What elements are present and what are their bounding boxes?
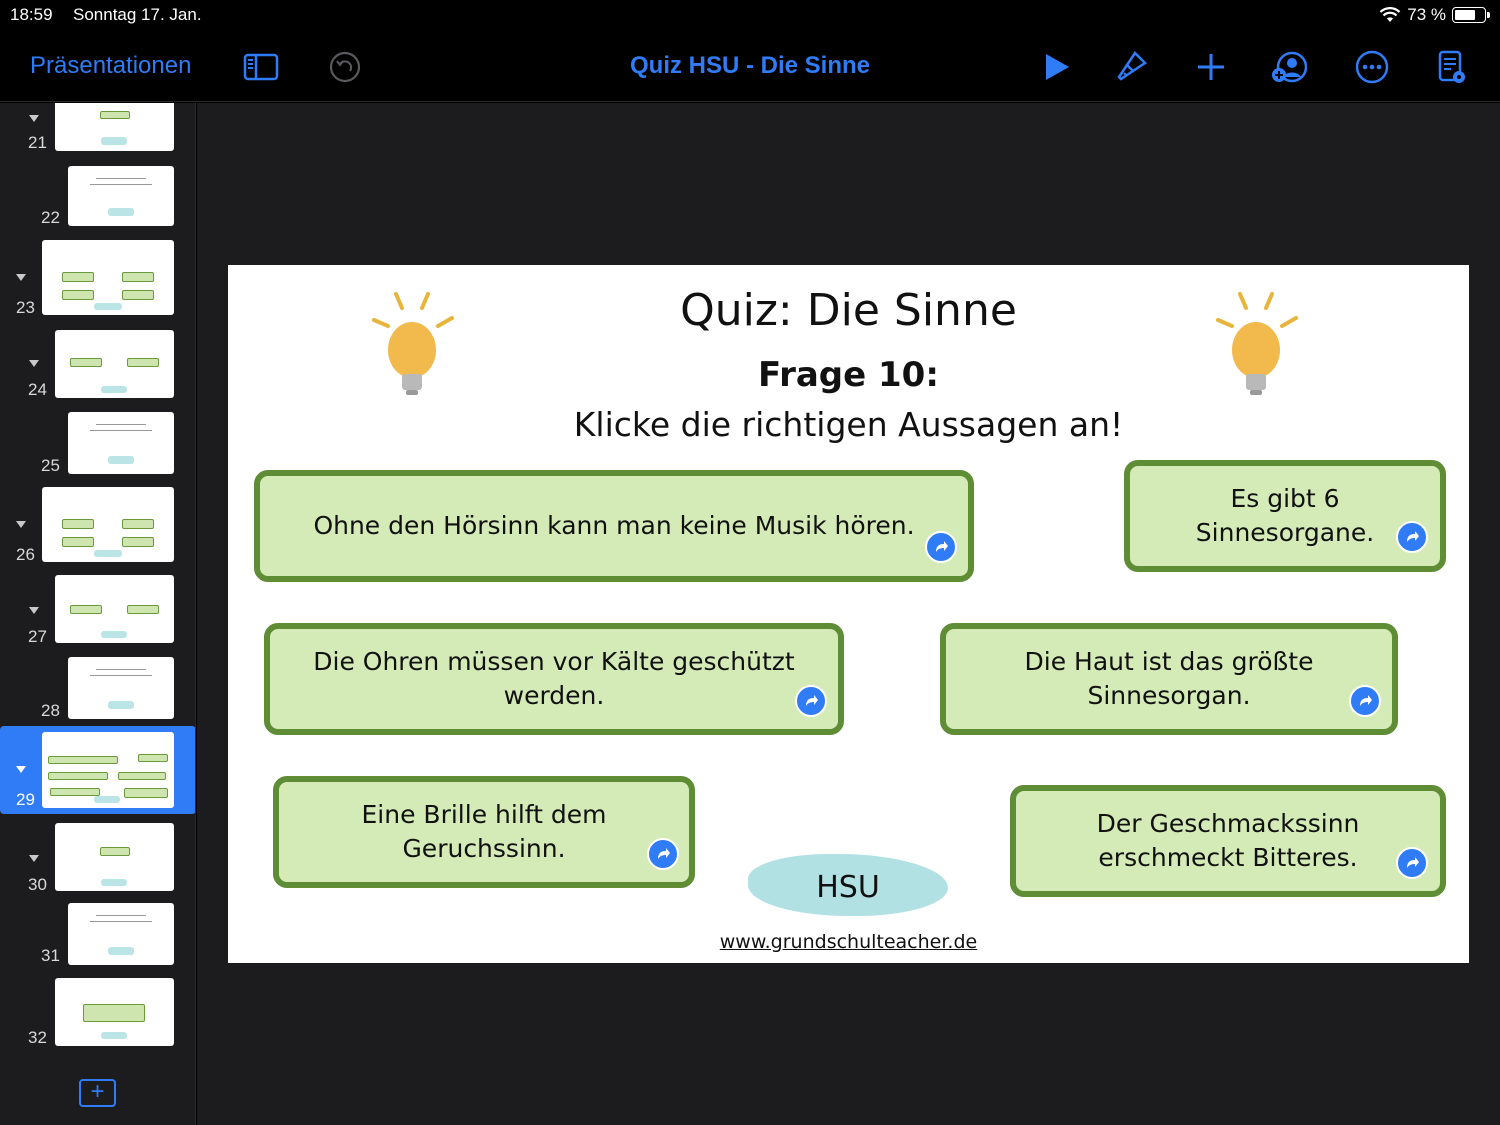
slide-question-number: Frage 10: [758, 355, 939, 395]
link-icon[interactable] [1396, 521, 1428, 553]
slide-preview [55, 575, 174, 643]
status-bar [0, 0, 1500, 30]
slide-thumbnail-30[interactable] [0, 821, 196, 893]
slide-preview [42, 240, 174, 315]
slide-thumbnail-23[interactable] [0, 238, 196, 318]
slide-navigator[interactable] [0, 103, 196, 1125]
answer-text: Es gibt 6 Sinnesorgane. [1195, 484, 1375, 547]
slide-instruction: Klicke die richtigen Aussagen an! [573, 405, 1124, 444]
lightbulb-icon [366, 290, 466, 400]
link-icon[interactable] [1349, 685, 1381, 717]
slide-thumbnail-25[interactable] [0, 410, 196, 480]
answer-option-4[interactable] [940, 623, 1398, 735]
slide-preview [42, 732, 174, 808]
slide-title: Quiz: Die Sinne [680, 285, 1017, 336]
status-date: Sonntag 17. Jan. [73, 5, 202, 24]
answer-text: Die Haut ist das größte Sinnesorgan. [1024, 647, 1314, 710]
slide-number: 24 [28, 380, 47, 399]
slide-thumbnail-32[interactable] [0, 976, 196, 1048]
disclosure-triangle-icon[interactable] [16, 766, 26, 773]
status-indicators [1379, 5, 1486, 25]
answer-option-5[interactable] [273, 776, 695, 888]
document-icon[interactable] [1431, 47, 1471, 87]
answer-text: Eine Brille hilft dem Geruchssinn. [361, 800, 607, 863]
slide-preview [42, 487, 174, 562]
slide-thumbnail-27[interactable] [0, 573, 196, 645]
slide-thumbnail-26[interactable] [0, 485, 196, 565]
slide-preview [68, 903, 174, 965]
slide-number: 28 [41, 701, 60, 720]
document-title[interactable]: Quiz HSU - Die Sinne [629, 52, 871, 79]
slide-thumbnail-21[interactable] [0, 103, 196, 158]
slide-preview [68, 166, 174, 226]
slide-preview [55, 330, 174, 398]
battery-icon [1452, 7, 1486, 23]
add-slide-button[interactable]: + [79, 1079, 116, 1107]
slide-number: 32 [28, 1028, 47, 1047]
more-icon[interactable] [1352, 47, 1392, 87]
slide-thumbnail-22[interactable] [0, 163, 196, 228]
slide-thumbnail-31[interactable] [0, 903, 196, 968]
answer-text: Die Ohren müssen vor Kälte geschützt werden. [313, 647, 795, 710]
answer-option-2[interactable] [1124, 460, 1446, 572]
format-brush-icon[interactable] [1111, 47, 1151, 87]
slide-number: 25 [41, 456, 60, 475]
slide-preview [55, 103, 174, 151]
slide-preview [68, 412, 174, 474]
subject-label: HSU [816, 870, 880, 905]
slide-preview [55, 978, 174, 1046]
disclosure-triangle-icon[interactable] [16, 521, 26, 528]
answer-text: Der Geschmackssinn erschmeckt Bitteres. [1096, 809, 1360, 872]
disclosure-triangle-icon[interactable] [29, 115, 39, 122]
slide-number: 30 [28, 875, 47, 894]
toolbar [0, 30, 1500, 102]
disclosure-triangle-icon[interactable] [29, 607, 39, 614]
website-link[interactable]: www.grundschulteacher.de [719, 931, 978, 953]
disclosure-triangle-icon[interactable] [29, 360, 39, 367]
answer-text: Ohne den Hörsinn kann man keine Musik hören. [313, 511, 915, 540]
wifi-icon [1379, 7, 1401, 23]
answer-option-1[interactable] [254, 470, 974, 582]
slide-number: 21 [28, 133, 47, 152]
link-icon[interactable] [795, 685, 827, 717]
disclosure-triangle-icon[interactable] [16, 274, 26, 281]
slide-number: 27 [28, 627, 47, 646]
answer-option-3[interactable] [264, 623, 844, 735]
slide-thumbnail-29[interactable] [0, 726, 196, 814]
undo-icon[interactable] [325, 47, 365, 87]
link-icon[interactable] [925, 531, 957, 563]
play-icon[interactable] [1036, 47, 1076, 87]
link-icon[interactable] [1396, 847, 1428, 879]
slide-thumbnail-24[interactable] [0, 328, 196, 400]
answer-option-6[interactable] [1010, 785, 1446, 897]
disclosure-triangle-icon[interactable] [29, 855, 39, 862]
collaborate-icon[interactable] [1269, 47, 1309, 87]
subject-badge [748, 850, 948, 920]
lightbulb-icon [1210, 290, 1310, 400]
slide-preview [68, 657, 174, 719]
battery-fill [1455, 10, 1475, 20]
slide-number: 26 [16, 545, 35, 564]
add-icon[interactable] [1191, 47, 1231, 87]
battery-percent: 73 % [1407, 5, 1446, 24]
slide-number: 23 [16, 298, 35, 317]
current-slide[interactable] [228, 265, 1469, 963]
slide-number: 29 [16, 790, 35, 809]
presentations-back-button[interactable]: Präsentationen [30, 52, 192, 79]
sidebar-icon[interactable] [241, 47, 281, 87]
slide-number: 31 [41, 946, 60, 965]
slide-thumbnail-28[interactable] [0, 655, 196, 725]
slide-preview [55, 823, 174, 891]
slide-number: 22 [41, 208, 60, 227]
status-time: 18:59 [10, 5, 53, 24]
link-icon[interactable] [647, 838, 679, 870]
